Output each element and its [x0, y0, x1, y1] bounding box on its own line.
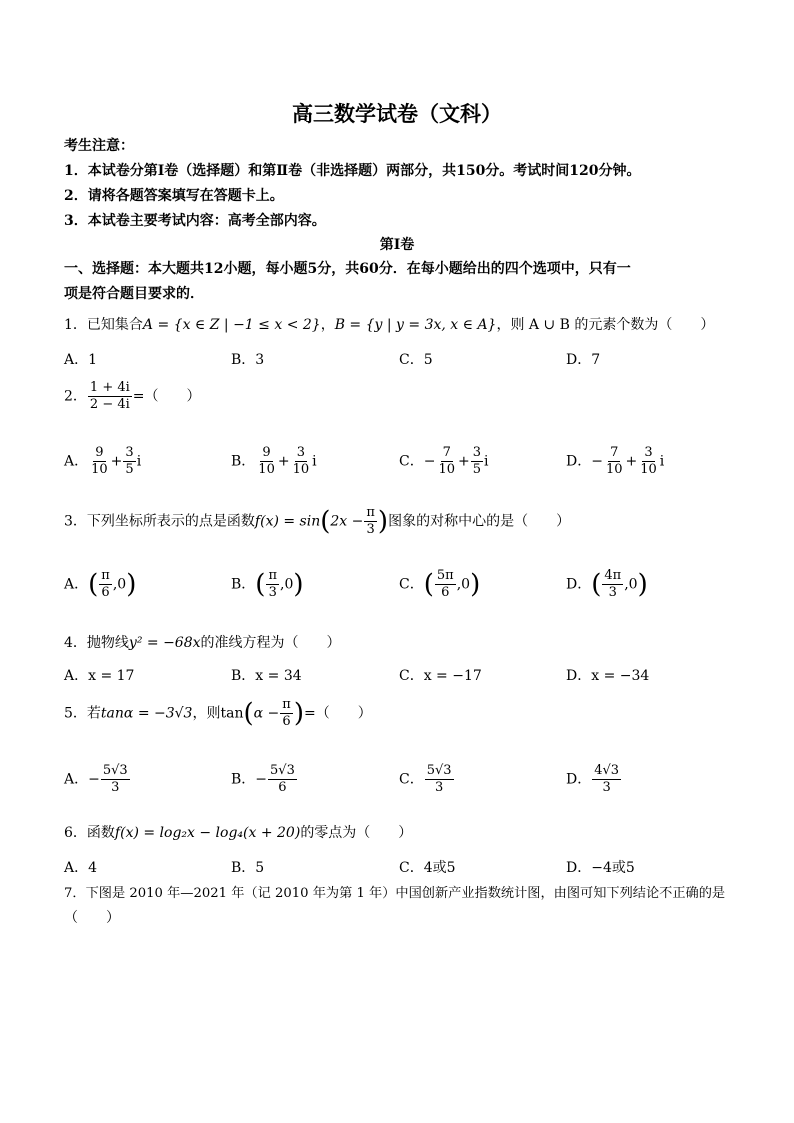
q6-prefix: 6．函数: [64, 825, 115, 841]
instruction-line-2: 项是符合题目要求的．: [64, 286, 204, 302]
q2-option-c-unit: i: [484, 453, 489, 470]
q3-option-a-label: A．: [64, 576, 89, 593]
q2-option-d-frac2: [638, 445, 659, 478]
q3-three: 3: [366, 522, 375, 537]
q3-option-c-zero: ,0: [456, 576, 471, 593]
q2-option-d-unit: i: [659, 453, 665, 470]
q2-option-d-d1: 10: [605, 462, 623, 477]
q3-option-a-frac: [99, 568, 112, 601]
q2-option-c-d2: 5: [472, 462, 482, 477]
q5-left-paren: (: [243, 698, 254, 729]
q2-option-b-plus: +: [277, 453, 290, 470]
q4-suffix: 的准线方程为（ ）: [200, 635, 341, 651]
q5-pi: π: [282, 697, 291, 712]
q1-set-b: B = {y | y = 3x, x ∈ A}: [334, 317, 497, 333]
q2-option-c-sign: −: [423, 453, 436, 470]
q5-fraction: [280, 697, 293, 730]
q5-option-a-n: 5√3: [102, 763, 128, 778]
q5-option-b-label: B．: [231, 771, 256, 788]
q2-option-c-frac1: [436, 445, 457, 478]
question-4: [64, 632, 341, 652]
q2-option-d: [566, 445, 664, 478]
q5-option-c-d: 3: [434, 780, 444, 795]
q3-option-c-d: 6: [441, 585, 450, 600]
q6-suffix: 的零点为（ ）: [300, 825, 413, 841]
question-7-line-1: 7．下图是 2010 年—2021 年（记 2010 年为第 1 年）中国创新产业指数统计图，由图可知下列结论不正确的是: [64, 886, 726, 901]
q3-prefix: 3．下列坐标所表示的点是函数: [64, 513, 255, 530]
q1-option-a: A．1: [64, 352, 98, 368]
q2-option-b-d1: 10: [258, 462, 275, 477]
q3-option-d-zero: ,0: [624, 576, 638, 593]
q6-option-b: B．5: [231, 860, 265, 876]
q3-option-c-lparen: (: [423, 569, 434, 600]
q5-option-d-label: D．: [566, 771, 592, 788]
q3-option-d-n: 4π: [604, 568, 622, 583]
q3-option-b: [231, 568, 304, 601]
q3-option-c-label: C．: [399, 576, 424, 593]
q3-option-b-n: π: [268, 568, 277, 583]
q1-option-d: D．7: [566, 352, 601, 368]
q3-option-b-rparen: ): [293, 569, 304, 600]
q6-option-d: D．−4或5: [566, 860, 635, 876]
q3-option-b-label: B．: [231, 576, 256, 593]
q2-option-c-frac2: [471, 445, 483, 478]
q5-option-d-n: 4√3: [594, 763, 620, 778]
q1-option-b: B．3: [231, 352, 265, 368]
q5-option-a-d: 3: [111, 780, 120, 795]
q2-fraction: [88, 380, 132, 413]
q2-option-c: [399, 445, 489, 478]
q2-option-b: [231, 445, 317, 478]
question-1: [64, 314, 714, 334]
q4-equation: y² = −68x: [128, 635, 201, 651]
q2-option-d-d2: 10: [640, 462, 657, 477]
q2-option-b-d2: 10: [292, 462, 310, 477]
q1-sep: ，: [320, 317, 335, 333]
q2-option-b-n2: 3: [296, 445, 305, 460]
q5-right-paren: ): [293, 698, 304, 729]
q2-option-c-label: C．: [399, 453, 424, 470]
q3-option-b-zero: ,0: [280, 576, 294, 593]
q3-option-d-label: D．: [566, 576, 592, 593]
q3-option-b-d: 3: [268, 585, 277, 600]
q3-arg: 2x −: [330, 513, 364, 530]
q2-option-a-frac2: [123, 445, 135, 478]
q5-option-c-label: C．: [399, 771, 424, 788]
q3-option-a-n: π: [101, 568, 110, 583]
q3-pi: π: [366, 505, 375, 520]
q4-prefix: 4．抛物线: [64, 635, 129, 651]
q3-option-c: [399, 568, 480, 601]
q2-option-a-n1: 9: [95, 445, 104, 460]
q2-option-d-sign: −: [591, 453, 603, 470]
q3-right-paren: ): [377, 506, 389, 537]
q3-option-c-rparen: ): [470, 569, 481, 600]
q5-condition: tanα = −3√3: [100, 705, 193, 722]
notice-item-2: 2．请将各题答案填写在答题卡上。: [64, 188, 284, 204]
notice-item-1: 1．本试卷分第Ⅰ卷（选择题）和第Ⅱ卷（非选择题）两部分，共150分。考试时间120分钟。: [64, 163, 641, 179]
section-label: 第Ⅰ卷: [379, 237, 415, 253]
q1-set-a: A = {x ∈ Z | −1 ≤ x < 2}: [142, 317, 321, 333]
q5-option-a: [64, 763, 131, 796]
q3-option-d: [566, 568, 648, 601]
q6-function: f(x) = log₂x − log₄(x + 20): [114, 825, 301, 841]
question-6: [64, 822, 412, 842]
q2-option-d-frac1: [604, 445, 625, 478]
q3-option-a: [64, 568, 136, 601]
q2-num: 2．: [64, 388, 87, 405]
q2-option-c-d1: 10: [438, 462, 455, 477]
q6-option-c: C．4或5: [399, 860, 456, 876]
q2-option-a-n2: 3: [125, 445, 134, 460]
q5-option-a-label: A．: [64, 771, 89, 788]
q3-option-c-n: 5π: [436, 568, 454, 583]
q2-option-b-frac1: [256, 445, 277, 478]
exam-title: 高三数学试卷（文科）: [292, 101, 502, 126]
q3-option-c-frac: [435, 568, 456, 601]
q5-option-c-frac: [425, 763, 454, 796]
q2-option-a-unit: i: [136, 453, 142, 470]
question-3: [64, 505, 570, 538]
instruction-line-1: 一、选择题：本大题共12小题，每小题5分，共60分．在每小题给出的四个选项中，只有一: [64, 261, 631, 277]
q2-suffix: =（ ）: [132, 388, 201, 405]
q4-option-a: A．x = 17: [64, 668, 135, 684]
q4-option-c: C．x = −17: [399, 668, 482, 684]
q3-option-d-frac: [602, 568, 623, 601]
q1-suffix: ，则 A ∪ B 的元素个数为（ ）: [496, 317, 715, 333]
q3-func: f(x) = sin: [254, 513, 321, 530]
q2-option-a-frac1: [89, 445, 110, 478]
q5-option-c-n: 5√3: [426, 763, 452, 778]
question-2: [64, 380, 201, 413]
q3-option-d-lparen: (: [591, 569, 602, 600]
q5-option-d: [566, 763, 622, 796]
q3-left-paren: (: [320, 506, 331, 537]
q2-option-a: [64, 445, 141, 478]
q2-option-a-label: A．: [64, 453, 89, 470]
q5-option-d-d: 3: [602, 780, 611, 795]
q5-alpha: α −: [253, 705, 280, 722]
question-5: [64, 697, 372, 730]
q3-option-d-d: 3: [608, 585, 617, 600]
q2-option-b-n1: 9: [262, 445, 271, 460]
q3-option-a-zero: ,0: [112, 576, 127, 593]
q5-option-a-frac: [101, 763, 130, 796]
notice-heading: 考生注意：: [64, 138, 134, 154]
q5-option-c: [399, 763, 455, 796]
q2-numerator: 1 + 4i: [89, 380, 130, 395]
q5-option-a-sign: −: [88, 771, 100, 788]
q2-option-b-unit: i: [312, 453, 317, 470]
q5-prefix: 5．若: [64, 705, 101, 722]
q2-option-d-plus: +: [625, 453, 638, 470]
q2-option-a-plus: +: [110, 453, 123, 470]
q5-tan: tan: [220, 705, 244, 722]
q3-option-a-lparen: (: [88, 569, 99, 600]
q5-option-b: [231, 763, 298, 796]
q2-option-d-n2: 3: [644, 445, 653, 460]
q3-option-a-d: 6: [101, 585, 110, 600]
question-7-line-2: （ ）: [64, 910, 120, 926]
q2-option-a-d2: 5: [125, 462, 134, 477]
q5-option-b-n: 5√3: [270, 763, 295, 778]
q5-suffix: =（ ）: [303, 705, 372, 722]
q5-option-b-d: 6: [278, 780, 287, 795]
q2-option-d-n1: 7: [610, 445, 619, 460]
q5-six: 6: [282, 714, 291, 729]
q2-option-c-n1: 7: [442, 445, 451, 460]
q3-option-a-rparen: ): [126, 569, 137, 600]
q5-option-b-sign: −: [255, 771, 268, 788]
q5-option-b-frac: [268, 763, 297, 796]
q3-suffix: 图象的对称中心的是（ ）: [388, 513, 571, 530]
q3-option-b-frac: [266, 568, 279, 601]
notice-item-3: 3．本试卷主要考试内容：高考全部内容。: [64, 213, 326, 229]
q3-option-b-lparen: (: [255, 569, 266, 600]
q2-option-c-plus: +: [458, 453, 470, 470]
q1-option-c: C．5: [399, 352, 433, 368]
q2-option-c-n2: 3: [472, 445, 482, 460]
q2-option-d-label: D．: [566, 453, 592, 470]
q2-denominator: 2 − 4i: [89, 397, 130, 412]
q5-option-d-frac: [592, 763, 621, 796]
q5-mid: ，则: [192, 705, 221, 722]
q3-fraction: [364, 505, 377, 538]
q1-prefix: 1．已知集合: [64, 317, 143, 333]
q3-option-d-rparen: ): [637, 569, 648, 600]
q2-option-b-label: B．: [231, 453, 256, 470]
q2-option-b-frac2: [291, 445, 312, 478]
q6-option-a: A．4: [64, 860, 98, 876]
q2-option-a-d1: 10: [91, 462, 108, 477]
q4-option-b: B．x = 34: [231, 668, 302, 684]
q4-option-d: D．x = −34: [566, 668, 650, 684]
